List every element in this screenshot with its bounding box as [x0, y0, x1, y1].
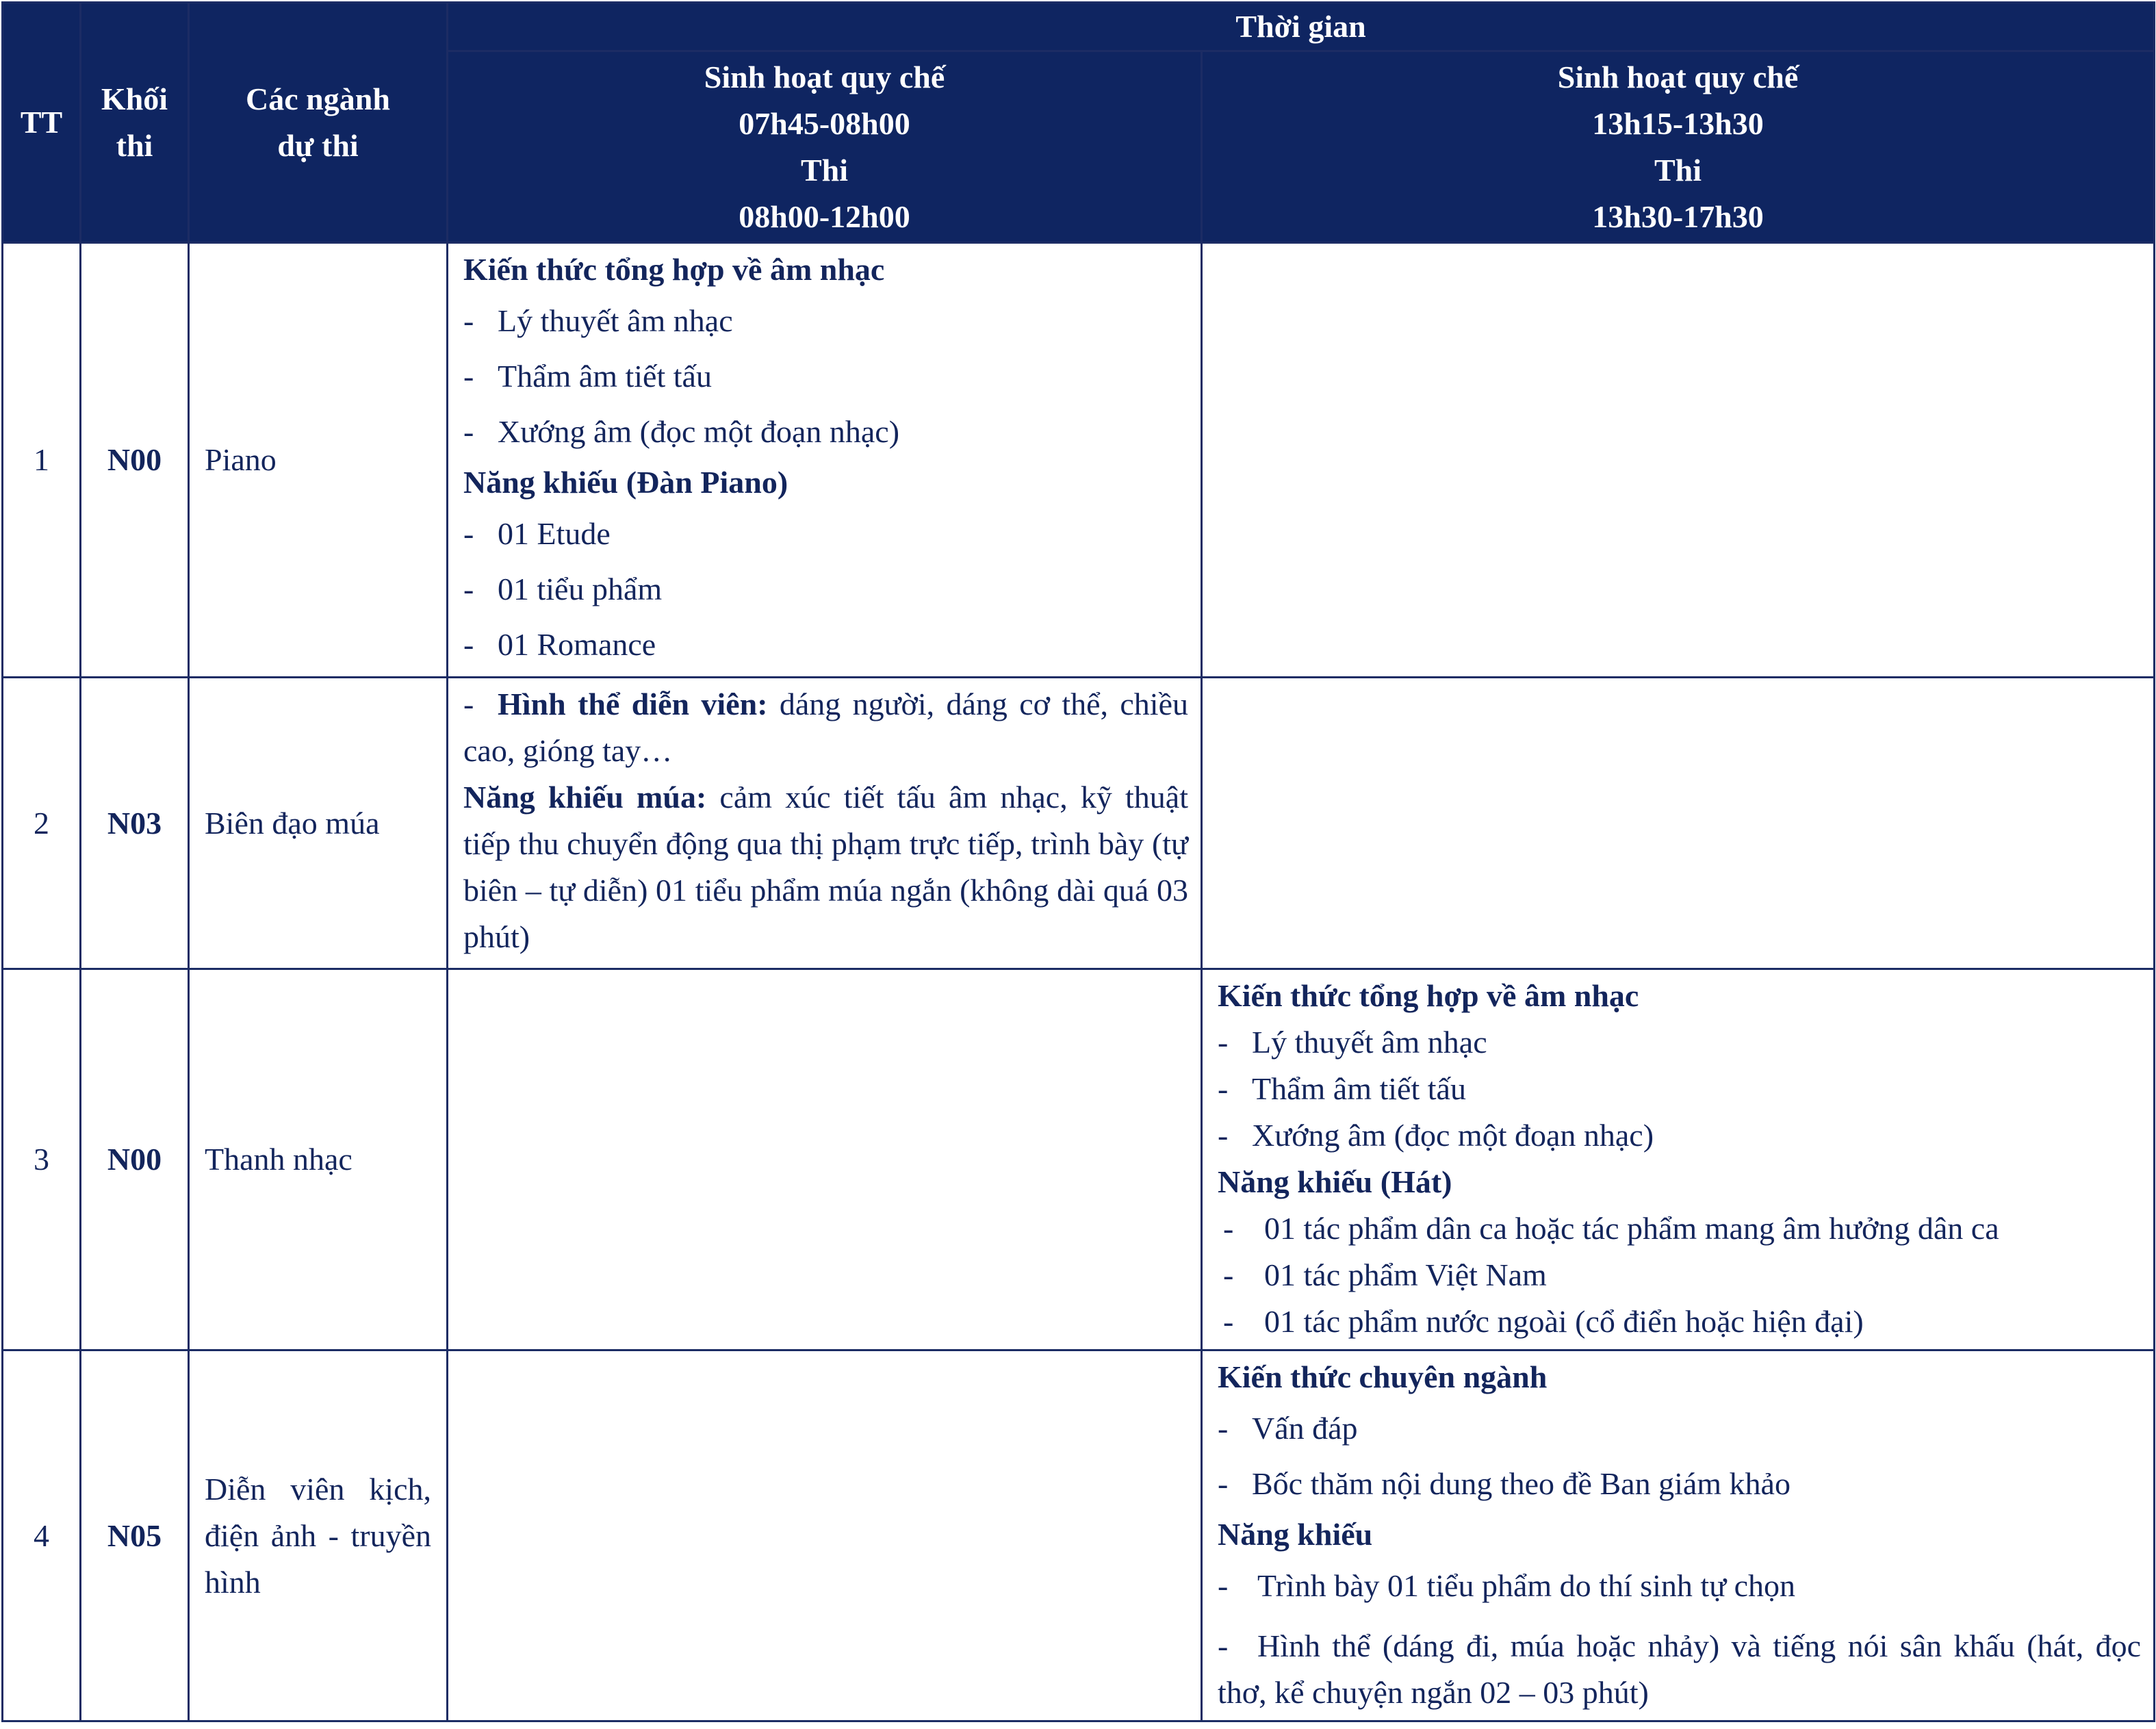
afternoon-content — [1202, 678, 2155, 969]
header-block: Khối thi — [81, 3, 189, 243]
list-item: - 01 tác phẩm Việt Nam — [1223, 1257, 1547, 1292]
table-row — [3, 243, 2155, 678]
morning-content — [448, 243, 1202, 678]
header-major: Các ngành dự thi — [189, 3, 448, 243]
exam-block: N00 — [81, 969, 189, 1350]
section-heading: Năng khiếu (Đàn Piano) — [463, 465, 788, 500]
afternoon-content — [1202, 969, 2155, 1350]
morning-content — [448, 678, 1202, 969]
row-number: 4 — [3, 1350, 81, 1721]
major-name: Thanh nhạc — [189, 969, 448, 1350]
list-item: - 01 tiểu phẩm — [463, 572, 663, 606]
afternoon-content — [1202, 243, 2155, 678]
paragraph: - Hình thể diễn viên: dáng người, dáng cơ thể, chiều cao, gióng tay… — [463, 687, 1188, 768]
afternoon-content — [1202, 1350, 2155, 1721]
list-item: - 01 tác phẩm nước ngoài (cổ điển hoặc hiện đại) — [1223, 1304, 1864, 1339]
list-item: - Hình thể (dáng đi, múa hoặc nhảy) và tiếng nói sân khấu (hát, đọc thơ, kể chuyện ngắn 02 – 03 phút) — [1218, 1628, 2142, 1710]
section-heading: Kiến thức chuyên ngành — [1218, 1359, 1548, 1394]
row-number: 1 — [3, 243, 81, 678]
table-row — [3, 969, 2155, 1350]
major-name: Diễn viên kịch, điện ảnh - truyền hình — [189, 1350, 448, 1721]
list-item: - Bốc thăm nội dung theo đề Ban giám khảo — [1218, 1466, 1791, 1501]
header-morning-session: Sinh hoạt quy chế 07h45-08h00 Thi 08h00-12h00 — [448, 51, 1202, 243]
list-item: - Thẩm âm tiết tấu — [1218, 1071, 1466, 1106]
exam-schedule-table — [1, 1, 2155, 1722]
section-heading: Kiến thức tổng hợp về âm nhạc — [463, 252, 885, 287]
list-item: - Vấn đáp — [1218, 1411, 1358, 1446]
row-number: 3 — [3, 969, 81, 1350]
major-name: Piano — [189, 243, 448, 678]
section-heading: Kiến thức tổng hợp về âm nhạc — [1218, 978, 1639, 1013]
list-item: - Xướng âm (đọc một đoạn nhạc) — [1218, 1118, 1654, 1153]
list-item: - Thẩm âm tiết tấu — [463, 359, 712, 394]
morning-content — [448, 1350, 1202, 1721]
list-item: - 01 Romance — [463, 627, 656, 662]
paragraph: Năng khiếu múa: cảm xúc tiết tấu âm nhạc, kỹ thuật tiếp thu chuyển động qua thị phạm trực tiếp, trình bày (tự biên – tự diễn) 01 tiểu phẩm múa ngắn (không dài quá 03 phút) — [463, 780, 1189, 954]
table-row — [3, 678, 2155, 969]
major-name: Biên đạo múa — [189, 678, 448, 969]
header-tt: TT — [3, 3, 81, 243]
header-afternoon-session: Sinh hoạt quy chế 13h15-13h30 Thi 13h30-17h30 — [1202, 51, 2155, 243]
list-item: - 01 tác phẩm dân ca hoặc tác phẩm mang âm hưởng dân ca — [1223, 1211, 1999, 1246]
table-row — [3, 1350, 2155, 1721]
section-heading: Năng khiếu (Hát) — [1218, 1164, 1452, 1199]
exam-block: N05 — [81, 1350, 189, 1721]
list-item: - Trình bày 01 tiểu phẩm do thí sinh tự chọn — [1218, 1568, 1796, 1603]
list-item: - Xướng âm (đọc một đoạn nhạc) — [463, 414, 900, 449]
section-heading: Năng khiếu — [1218, 1517, 1373, 1552]
exam-block: N00 — [81, 243, 189, 678]
exam-block: N03 — [81, 678, 189, 969]
morning-content — [448, 969, 1202, 1350]
list-item: - Lý thuyết âm nhạc — [1218, 1025, 1487, 1060]
header-time: Thời gian — [448, 3, 2155, 51]
row-number: 2 — [3, 678, 81, 969]
list-item: - Lý thuyết âm nhạc — [463, 303, 733, 338]
list-item: - 01 Etude — [463, 516, 611, 551]
